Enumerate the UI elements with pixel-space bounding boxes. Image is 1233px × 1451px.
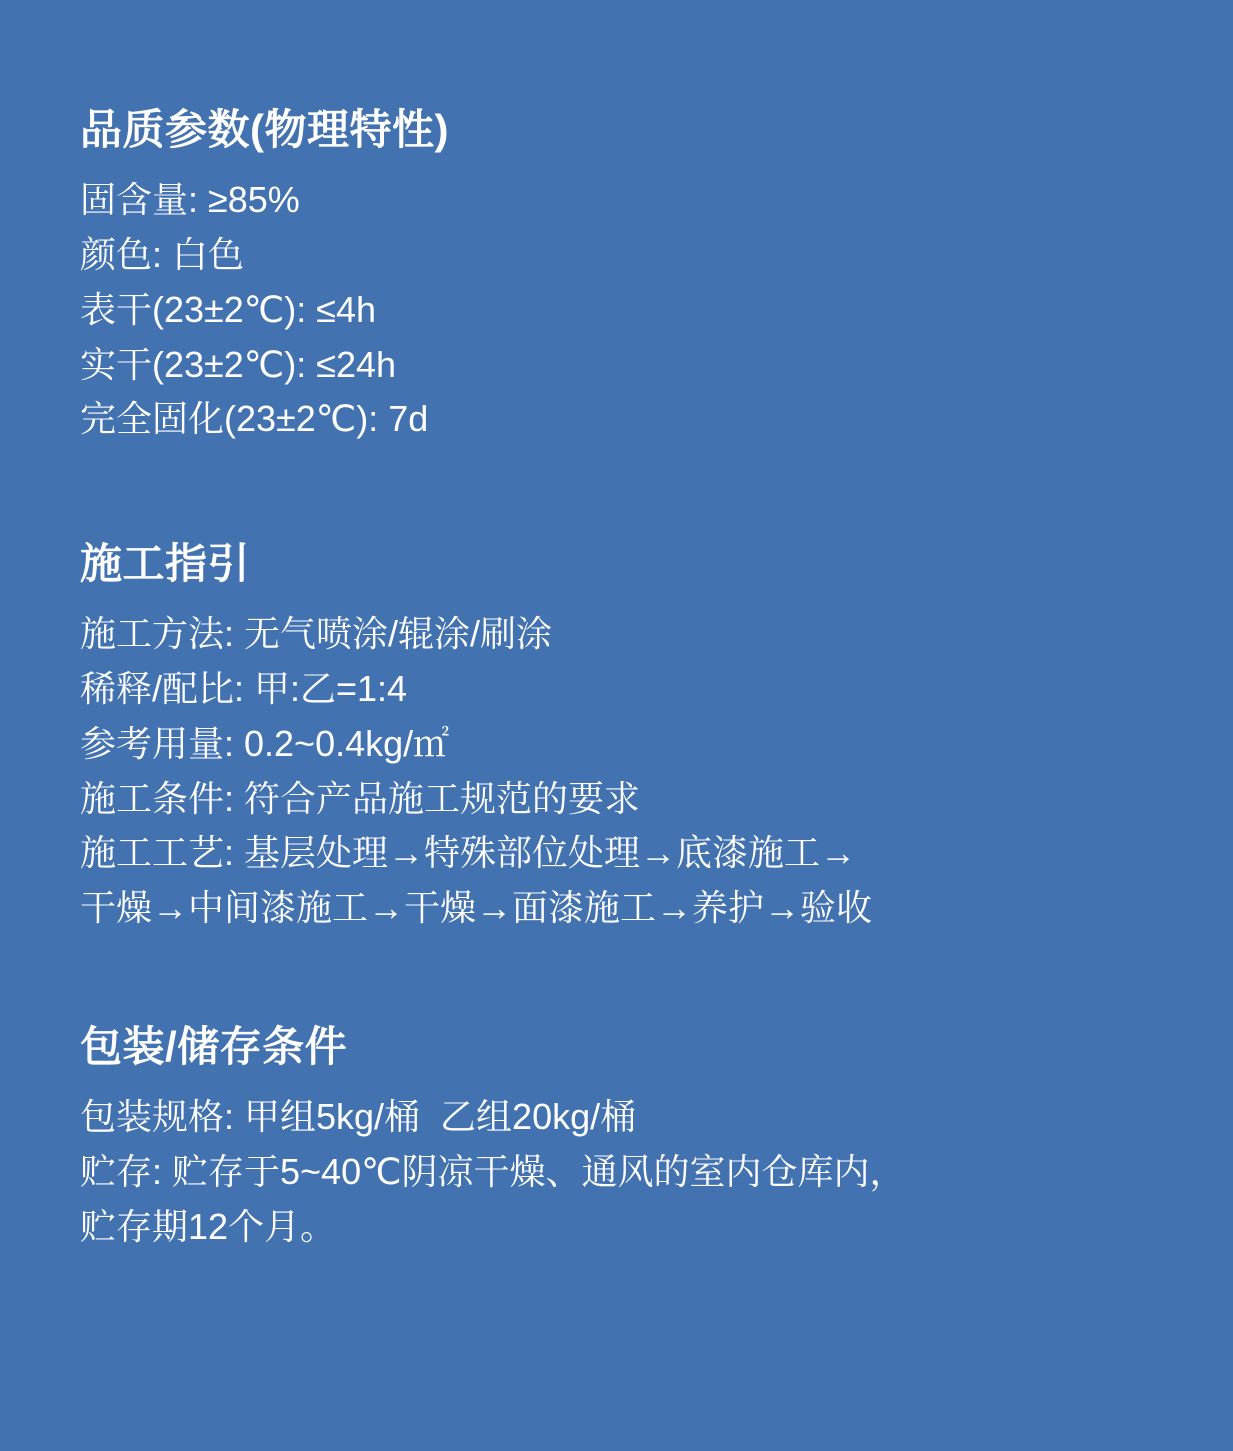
- section-title-quality-parameters: 品质参数(物理特性): [80, 106, 449, 153]
- spec-line-solid-content: 固含量: ≥85%: [80, 179, 300, 221]
- spec-line-full-cure: 完全固化(23±2℃): 7d: [80, 398, 429, 440]
- section-spacer-1: [80, 447, 1173, 539]
- section-title-construction-guide: 施工指引: [80, 539, 251, 587]
- spec-line-storage-2: 贮存期12个月。: [80, 1205, 337, 1247]
- section-spacer-2: [80, 936, 1173, 1022]
- spec-line-dilution-ratio: 稀释/配比: 甲:乙=1:4: [80, 668, 408, 710]
- spec-line-construction-method: 施工方法: 无气喷涂/辊涂/刷涂: [80, 613, 553, 655]
- spec-line-construction-process-1: 施工工艺: 基层处理→特殊部位处理→底漆施工→: [80, 832, 857, 874]
- spec-line-construction-conditions: 施工条件: 符合产品施工规范的要求: [80, 777, 641, 819]
- spec-line-package-spec: 包装规格: 甲组5kg/桶 乙组20kg/桶: [80, 1096, 637, 1138]
- section-title-packaging-storage: 包装/储存条件: [80, 1022, 348, 1070]
- spec-line-color: 颜色: 白色: [80, 234, 245, 276]
- spec-line-construction-process-2: 干燥→中间漆施工→干燥→面漆施工→养护→验收: [80, 886, 873, 928]
- spec-line-reference-usage: 参考用量: 0.2~0.4kg/㎡: [80, 722, 450, 764]
- section-packaging-storage: [80, 1022, 1173, 1255]
- spec-line-surface-dry: 表干(23±2℃): ≤4h: [80, 288, 377, 330]
- spec-line-hard-dry: 实干(23±2℃): ≤24h: [80, 343, 397, 385]
- section-quality-parameters: [80, 105, 1173, 447]
- spec-line-storage-1: 贮存: 贮存于5~40℃阴凉干燥、通风的室内仓库内，: [80, 1150, 906, 1192]
- section-construction-guide: [80, 539, 1173, 936]
